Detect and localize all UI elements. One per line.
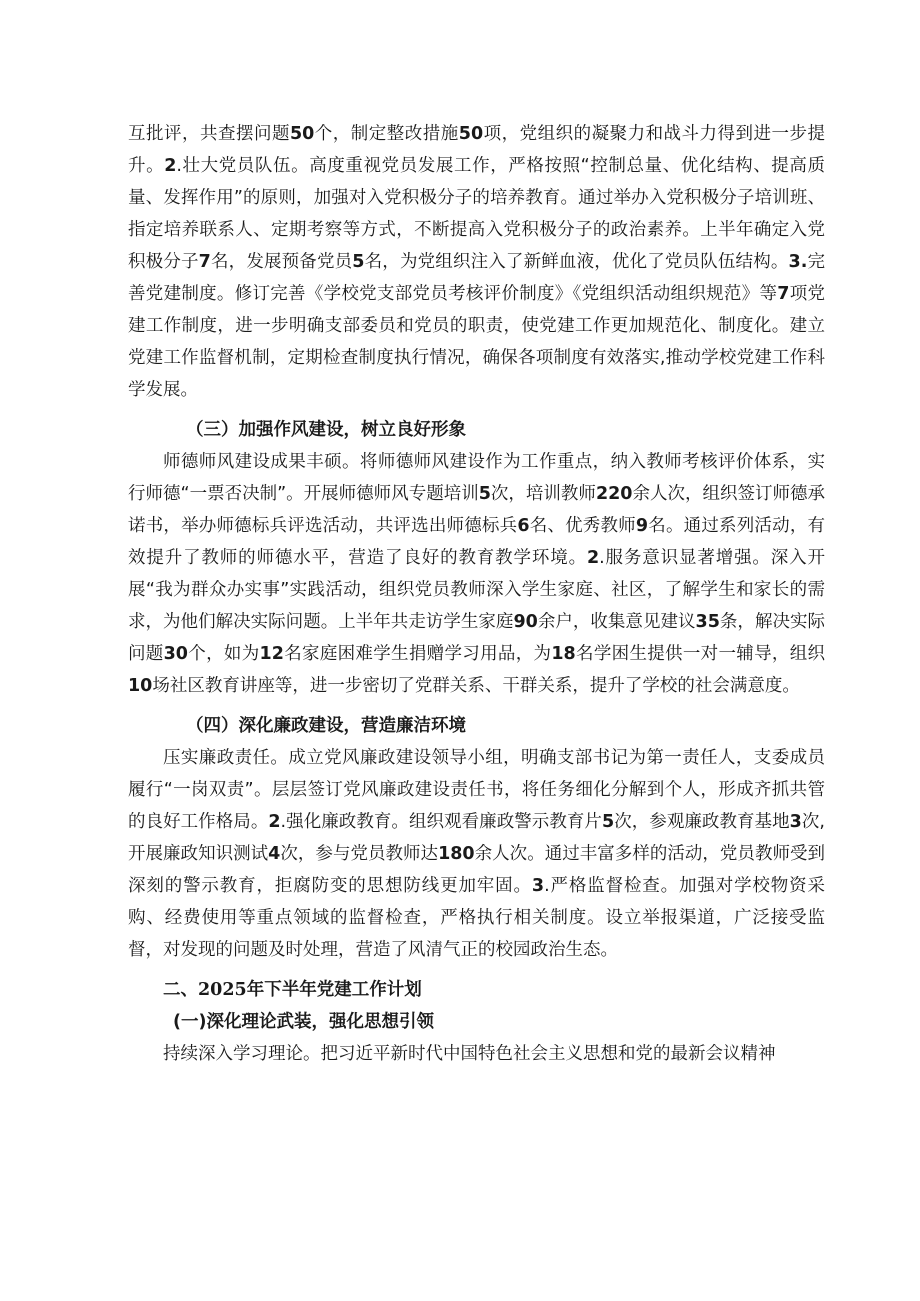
- section-heading-3: （三）加强作风建设，树立良好形象: [186, 420, 466, 440]
- paragraph-work-style: 师德师风建设成果丰硕。将师德师风建设作为工作重点，纳入教师考核评价体系，实行师德“一票否决制”。开展师德师风专题培训5次，培训教师220余人次，组织签订师德承诺书，举办师德标兵评选活动，共评选出师德标兵6名、优秀教师9名。通过系列活动，有效提升了教师的师德水平，营造了良好的教育教学环境。2.服务意识显著增强。深入开展“我为群众办实事”实践活动，组织党员教师深入学生家庭、社区，了解学生和家长的需求，为他们解决实际问题。上半年共走访学生家庭90余户，收集意见建议35条，解决实际问题30个，如为12名家庭困难学生捐赠学习用品，为18名学困生提供一对一辅导，组织10场社区教育讲座等，进一步密切了党群关系、干群关系，提升了学校的社会满意度。: [128, 452, 826, 696]
- paragraph-integrity: 压实廉政责任。成立党风廉政建设领导小组，明确支部书记为第一责任人，支委成员履行“一岗双责”。层层签订党风廉政建设责任书，将任务细化分解到个人，形成齐抓共管的良好工作格局。2.强化廉政教育。组织观看廉政警示教育片5次，参观廉政教育基地3次,开展廉政知识测试4次，参与党员教师达180余人次。通过丰富多样的活动，党员教师受到深刻的警示教育，拒腐防变的思想防线更加牢固。3.严格监督检查。加强对学校物资采购、经费使用等重点领域的监督检查，严格执行相关制度。设立举报渠道，广泛接受监督，对发现的问题及时处理，营造了风清气正的校园政治生态。: [128, 748, 826, 960]
- section-heading-4: （四）深化廉政建设，营造廉洁环境: [186, 716, 466, 736]
- chapter-heading-2: 二、2025年下半年党建工作计划: [163, 980, 422, 1000]
- paragraph-party-team: 互批评，共查摆问题50个，制定整改措施50项，党组织的凝聚力和战斗力得到进一步提升。2.壮大党员队伍。高度重视党员发展工作，严格按照“控制总量、优化结构、提高质量、发挥作用”的原则，加强对入党积极分子的培养教育。通过举办入党积极分子培训班、指定培养联系人、定期考察等方式，不断提高入党积极分子的政治素养。上半年确定入党积极分子7名，发展预备党员5名，为党组织注入了新鲜血液，优化了党员队伍结构。3.完善党建制度。修订完善《学校党支部党员考核评价制度》《党组织活动组织规范》等7项党建工作制度，进一步明确支部委员和党员的职责，使党建工作更加规范化、制度化。建立党建工作监督机制，定期检查制度执行情况，确保各项制度有效落实,推动学校党建工作科学发展。: [128, 124, 826, 400]
- section-heading-2-1: (一)深化理论武装，强化思想引领: [173, 1012, 434, 1032]
- document-body: [128, 118, 825, 1070]
- paragraph-theory: 持续深入学习理论。把习近平新时代中国特色社会主义思想和党的最新会议精神: [163, 1044, 776, 1064]
